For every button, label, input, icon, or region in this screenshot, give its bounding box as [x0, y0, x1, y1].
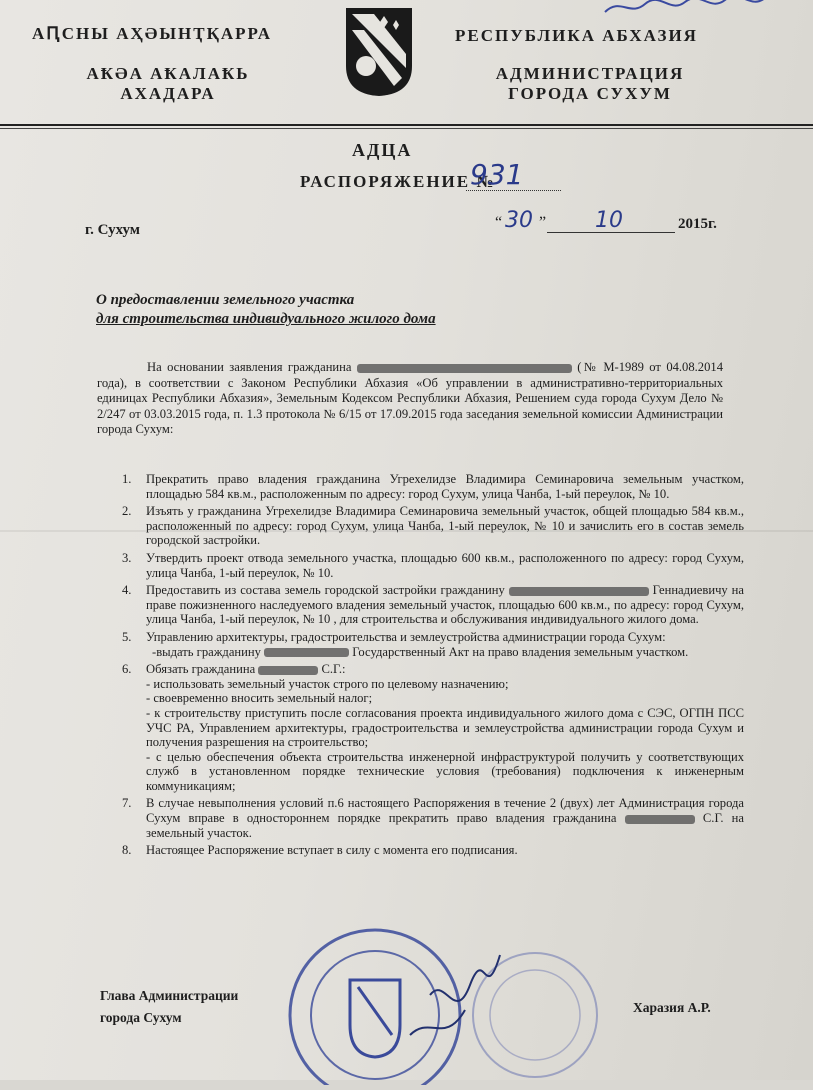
state-emblem-icon: [344, 6, 414, 98]
redacted-name: [264, 648, 349, 657]
title-ru: РАСПОРЯЖЕНИЕ №: [300, 172, 496, 191]
preamble: [97, 360, 723, 438]
date-year: 2015г.: [678, 216, 717, 232]
redacted-name: [258, 666, 318, 675]
header-ru-line1: РЕСПУБЛИКА АБХАЗИЯ: [455, 26, 698, 45]
redacted-name: [509, 587, 649, 596]
header-rule: [0, 124, 813, 126]
header-ru-block: [485, 64, 695, 104]
signatory-line1: Глава Администрации: [100, 988, 239, 1003]
header-ab-line2: АҞӘА АҞАЛАҞЬ: [86, 64, 250, 83]
redacted-name: [357, 364, 572, 373]
date-day: 30: [505, 208, 533, 233]
preamble-part1: На основании заявления гражданина: [147, 360, 352, 374]
list-item: 7. В случае невыполнения условий п.6 настоящего Распоряжения в течение 2 (двух) лет Администрация города Сухум вправе в одностороннем порядке прекратить право владения гражданина С.Г. на земельный участок.: [122, 796, 744, 840]
number-line: [466, 190, 561, 191]
header-ab-line1: АԤСНЫ АҲӘЫНҬҚАРРА: [32, 24, 273, 43]
header-rule-thin: [0, 128, 813, 129]
list-item: 6. Обязать гражданина С.Г.: - использовать земельный участок строго по целевому назначению; - своевременно вносить земельный налог; - к строительству приступить после согласования проекта индивидуального жилого дома с СЭС, ОГПН ПСС УЧС РА, Управлением архитектуры, градостроительства и землеустройства администрации города Сухум и получения разрешения на строительство; - с целью обеспечения объекта строительства инженерной инфраструктурой получить у соответствующих служб в установленном порядке технические условия (требования) подключения к инженерным коммуникациям;: [122, 662, 744, 793]
list-item: 3. Утвердить проект отвода земельного участка, площадью 600 кв.м., расположенного по адресу: город Сухум, улица Чанба, 1-ый переулок, № 10.: [122, 550, 744, 580]
handwritten-note: [600, 0, 770, 27]
list-item: 4. Предоставить из состава земель городской застройки гражданину Геннадиевичу на праве пожизненного наследуемого владения земельный участок, площадью 600 кв.м., по адресу: город Сухум, улица Чанба, 1-ый переулок, № 10 , для строительства и обслуживания индивидуального жилого дома.: [122, 583, 744, 627]
list-item: 2. Изъять у гражданина Угрехелидзе Владимира Семинаровича земельный участок, общей площадью 584 кв.м., расположенный по адресу: город Сухум, улица Чанба, 1-ый переулок, № 10 и зачислить его в состав земель городской застройки.: [122, 504, 744, 548]
header-ab-block: [78, 64, 258, 104]
city: г. Сухум: [85, 222, 141, 238]
signatory-title: [100, 985, 238, 1029]
order-items: [108, 472, 744, 861]
signatory-line2: города Сухум: [100, 1010, 182, 1025]
subject-line2: для строительства индивидуального жилого дома: [96, 311, 436, 327]
date: “ 30 ” 10 2015г.: [495, 208, 717, 233]
preamble-part2: (№ М-1989 от 04.08.2014 года), в соответствии с Законом Республики Абхазия «Об управлении в административно-территориальных единицах Республики Абхазия», Земельным Кодексом Республики Абхазия, Решением суда города Сухум Дело № 2/247 от 03.03.2015 года, п. 1.3 протокола № 6/15 от 17.09.2015 года заседания земельной комиссии Администрации города Сухум:: [97, 360, 723, 436]
order-number: 931: [470, 158, 524, 191]
list-item: 1. Прекратить право владения гражданина Угрехелидзе Владимира Семинаровича земельным участком, площадью 584 кв.м., расположенным по адресу: город Сухум, улица Чанба, 1-ый переулок, № 10.: [122, 472, 744, 501]
redacted-name: [625, 815, 695, 824]
date-month: 10: [595, 208, 623, 233]
subject-line1: О предоставлении земельного участка: [96, 292, 355, 308]
official-seal: [280, 915, 510, 1085]
list-item: 5. Управлению архитектуры, градостроительства и землеустройства администрации города Сухум: -выдать гражданину Государственный Акт на право владения земельным участком.: [122, 629, 689, 659]
header-ab-line3: АХАДАРА: [120, 84, 216, 103]
title-ab: АДЦА: [352, 140, 413, 160]
header-ru-line3: ГОРОДА СУХУМ: [508, 84, 672, 103]
signatory-name: Харазия А.Р.: [633, 1000, 711, 1015]
list-item: 8. Настоящее Распоряжение вступает в силу с момента его подписания.: [122, 843, 518, 858]
header-ru-line2: АДМИНИСТРАЦИЯ: [495, 64, 685, 83]
subject: [96, 291, 436, 329]
